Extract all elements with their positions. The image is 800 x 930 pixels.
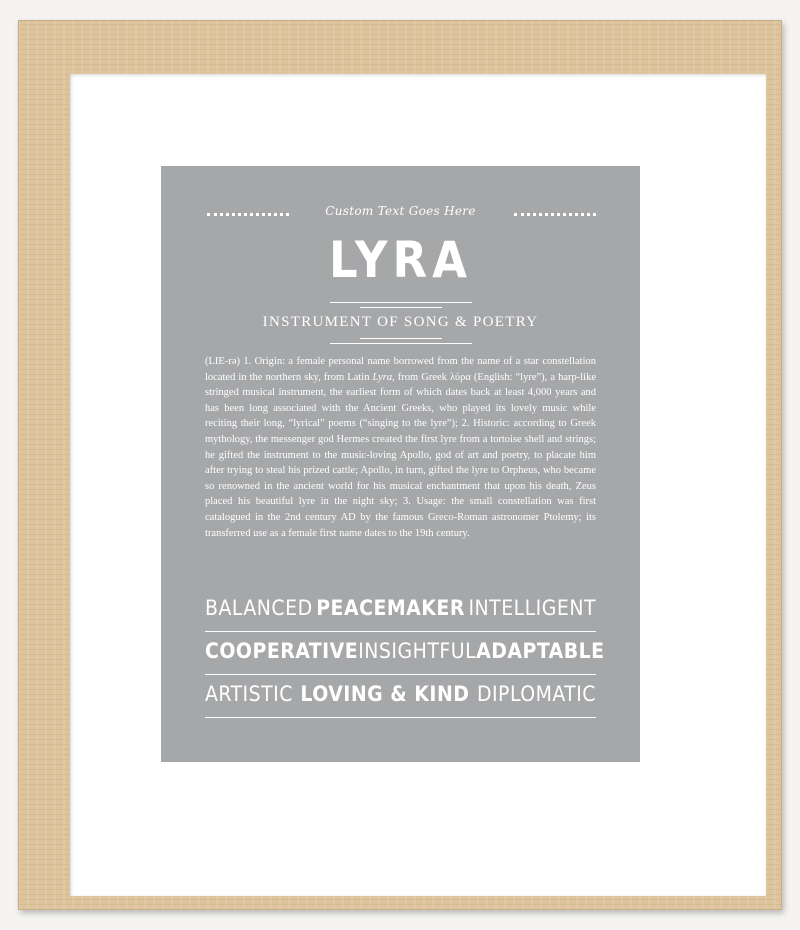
trait-word: BALANCED [205,596,313,620]
trait-word: DIPLOMATIC [476,682,596,706]
subtitle-rule-long [330,343,472,344]
dotted-rule-left [207,213,289,216]
trait-word: PEACEMAKER [316,596,465,620]
subtitle-rule-short [360,338,442,339]
trait-divider [205,631,596,632]
trait-word: INSIGHTFUL [358,639,477,663]
trait-word: COOPERATIVE [205,639,359,663]
name-definition [205,354,596,541]
name-print [161,166,640,762]
trait-word: LOVING & KIND [300,682,470,706]
trait-row [205,682,596,706]
custom-text: Custom Text Goes Here [325,204,476,218]
definition-text-2: , from Greek λύρα (English: “lyre”), a harp-like stringed musical instrument, the earliest form of which dates back at least 4,000 years and has been long associated with the Ancient Greeks, who played its lovely music while reciting their long, “lyrical” poems (“singing to the lyre”); 2. Historic: according to Greek mythology, the messenger god Hermes created the first lyre from a tortoise shell and strings; he gifted the instrument to the music-loving Apollo, god of art and poetry, to placate him after trying to steal his prized cattle; Apollo, in turn, gifted the lyre to Orpheus, who became so renowned in the ancient world for his musical enchantment that upon his death, Zeus placed his beautiful lyre in the night sky; 3. Usage: the small constellation was first catalogued in the 2nd century AD by the famous Greco-Roman astronomer Ptolemy; its transferred use as a female first name dates to the 19th century. [205,371,596,539]
trait-divider [205,717,596,718]
name-subtitle: INSTRUMENT OF SONG & POETRY [262,314,539,330]
trait-word: ADAPTABLE [476,639,605,663]
trait-word: INTELLIGENT [468,596,596,620]
custom-text-row [161,204,640,226]
trait-divider [205,674,596,675]
definition-latin-term: Lyra [372,371,393,383]
dotted-rule-right [514,213,596,216]
trait-row [205,596,596,620]
trait-word: ARTISTIC [205,682,293,706]
name-title: LYRA [329,231,472,289]
trait-row [205,639,605,663]
title-rule-short [360,307,442,308]
title-rule-top [330,302,472,303]
definition-text-1: (LIE-rə) 1. Origin: a female personal name borrowed from the name of a star constellation located in the northern sky, from Latin [205,356,596,383]
